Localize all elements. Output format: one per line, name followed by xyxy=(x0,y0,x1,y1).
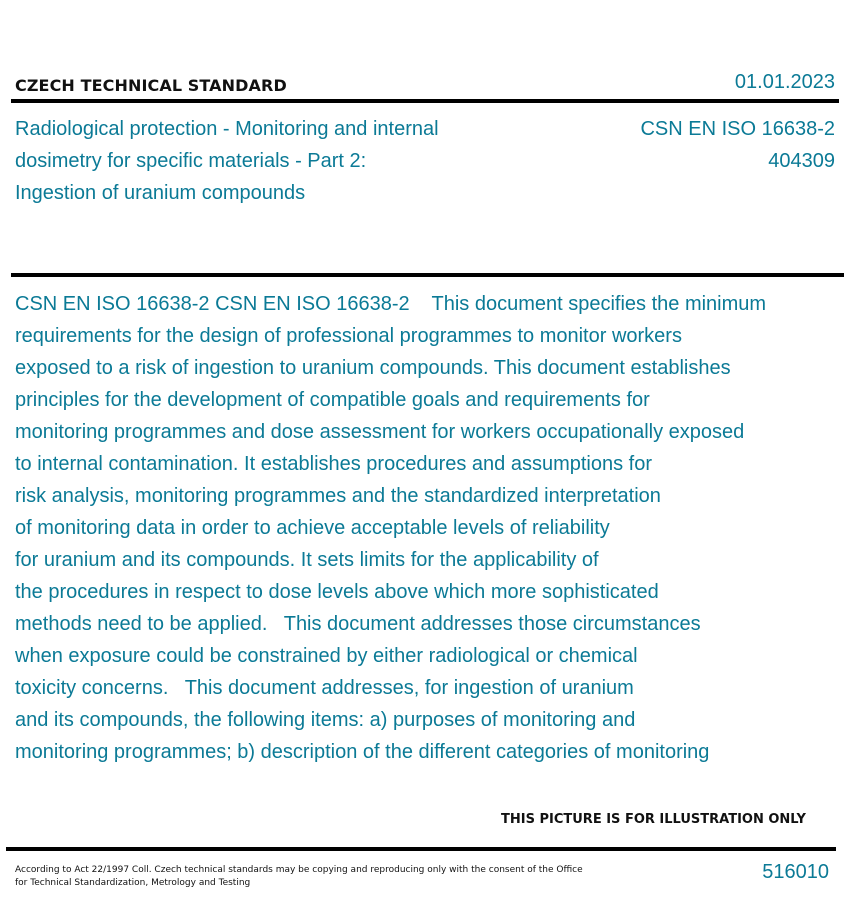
class-number: 404309 xyxy=(768,150,835,172)
title-divider xyxy=(11,273,844,277)
effective-date: 01.01.2023 xyxy=(734,71,835,93)
legal-line: According to Act 22/1997 Coll. Czech technical standards may be copying and reproducing only with the consent of the Office xyxy=(15,865,583,875)
title-line: Ingestion of uranium compounds xyxy=(15,182,306,204)
abstract-line: when exposure could be constrained by either radiological or chemical xyxy=(15,645,638,667)
header-divider xyxy=(11,99,839,103)
abstract-line: methods need to be applied. This document addresses those circumstances xyxy=(15,613,701,635)
legal-line: for Technical Standardization, Metrology and Testing xyxy=(15,878,251,888)
abstract-line: toxicity concerns. This document addresses, for ingestion of uranium xyxy=(15,677,634,699)
standard-designation: CSN EN ISO 16638-2 xyxy=(640,118,835,140)
standard-title xyxy=(15,113,485,209)
abstract-line: monitoring programmes; b) description of the different categories of monitoring xyxy=(15,741,710,763)
abstract-line: exposed to a risk of ingestion to uranium compounds. This document establishes xyxy=(15,357,731,379)
standard-type-label: CZECH TECHNICAL STANDARD xyxy=(15,76,287,95)
abstract-line: risk analysis, monitoring programmes and the standardized interpretation xyxy=(15,485,661,507)
legal-notice xyxy=(15,864,583,890)
abstract-line: CSN EN ISO 16638-2 CSN EN ISO 16638-2 This document specifies the minimum xyxy=(15,293,767,315)
abstract-line: for uranium and its compounds. It sets limits for the applicability of xyxy=(15,549,599,571)
standard-codes xyxy=(640,113,835,177)
abstract-text xyxy=(15,288,845,768)
title-line: dosimetry for specific materials - Part 2: xyxy=(15,150,367,172)
footer-divider xyxy=(6,847,836,851)
abstract-line: and its compounds, the following items: a) purposes of monitoring and xyxy=(15,709,636,731)
illustration-note: THIS PICTURE IS FOR ILLUSTRATION ONLY xyxy=(501,812,806,827)
abstract-line: the procedures in respect to dose levels above which more sophisticated xyxy=(15,581,659,603)
abstract-line: monitoring programmes and dose assessment for workers occupationally exposed xyxy=(15,421,745,443)
title-line: Radiological protection - Monitoring and internal xyxy=(15,118,439,140)
abstract-line: of monitoring data in order to achieve acceptable levels of reliability xyxy=(15,517,610,539)
abstract-line: principles for the development of compatible goals and requirements for xyxy=(15,389,650,411)
abstract-line: requirements for the design of professional programmes to monitor workers xyxy=(15,325,682,347)
abstract-line: to internal contamination. It establishes procedures and assumptions for xyxy=(15,453,653,475)
catalog-code: 516010 xyxy=(762,861,829,883)
